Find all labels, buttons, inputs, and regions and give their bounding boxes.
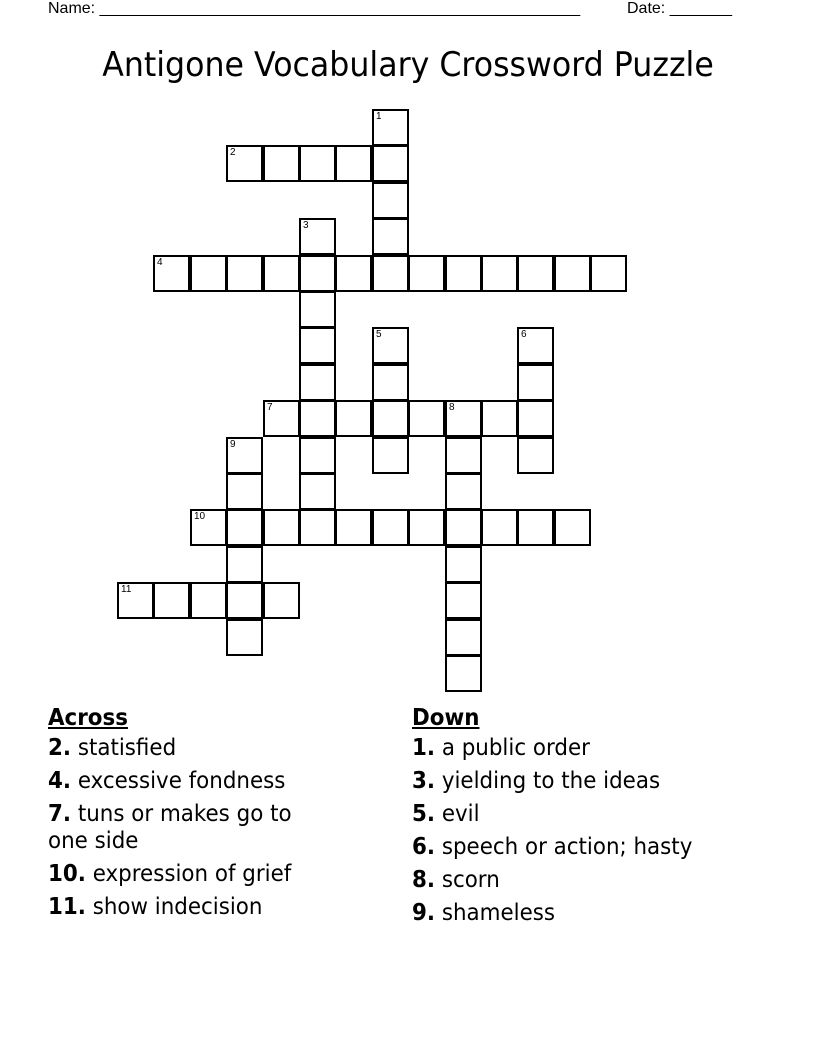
cell-number: 3 (303, 220, 309, 231)
page-title: Antigone Vocabulary Crossword Puzzle (102, 45, 714, 85)
down-clues (412, 702, 747, 933)
clue-number: 6. (412, 834, 436, 860)
clue-number: 10. (48, 861, 86, 887)
across-clue (48, 735, 336, 762)
grid-cell[interactable] (590, 255, 627, 292)
grid-cell[interactable] (372, 437, 409, 474)
grid-cell[interactable] (226, 509, 263, 546)
grid-cell[interactable] (299, 473, 336, 510)
grid-cell[interactable] (517, 400, 554, 437)
grid-cell[interactable] (263, 400, 300, 437)
grid-cell[interactable] (299, 437, 336, 474)
grid-cell[interactable] (372, 327, 409, 364)
date-field-label: Date: _______ (627, 0, 732, 17)
grid-cell[interactable] (263, 582, 300, 619)
grid-cell[interactable] (190, 509, 227, 546)
grid-cell[interactable] (299, 145, 336, 182)
grid-cell[interactable] (226, 145, 263, 182)
grid-cell[interactable] (153, 582, 190, 619)
name-field-label: Name: ______________________________________________________ (48, 0, 581, 17)
cell-number: 8 (449, 402, 455, 413)
grid-cell[interactable] (226, 619, 263, 656)
grid-cell[interactable] (117, 582, 154, 619)
grid-cell[interactable] (299, 400, 336, 437)
grid-cell[interactable] (517, 364, 554, 401)
grid-cell[interactable] (554, 509, 591, 546)
clue-number: 5. (412, 801, 436, 827)
grid-cell[interactable] (335, 400, 372, 437)
grid-cell[interactable] (445, 255, 482, 292)
across-clue (48, 894, 336, 921)
clue-text: tuns or makes go to one side (48, 801, 292, 854)
clue-text: shameless (441, 900, 556, 926)
grid-cell[interactable] (299, 509, 336, 546)
grid-cell[interactable] (554, 255, 591, 292)
down-heading: Down (412, 705, 480, 731)
grid-cell[interactable] (372, 109, 409, 146)
cell-number: 6 (521, 329, 527, 340)
across-clue (48, 768, 336, 795)
grid-cell[interactable] (299, 218, 336, 255)
grid-cell[interactable] (372, 509, 409, 546)
clue-text: speech or action; hasty (441, 834, 693, 860)
grid-cell[interactable] (299, 291, 336, 328)
cell-number: 11 (121, 584, 132, 595)
grid-cell[interactable] (226, 473, 263, 510)
grid-cell[interactable] (372, 400, 409, 437)
down-clue (412, 867, 747, 894)
grid-cell[interactable] (335, 509, 372, 546)
grid-cell[interactable] (445, 546, 482, 583)
cell-number: 10 (194, 511, 206, 522)
grid-cell[interactable] (190, 255, 227, 292)
grid-cell[interactable] (481, 255, 518, 292)
grid-cell[interactable] (445, 400, 482, 437)
grid-cell[interactable] (408, 509, 445, 546)
grid-cell[interactable] (226, 546, 263, 583)
clue-number: 11. (48, 894, 86, 920)
grid-cell[interactable] (445, 509, 482, 546)
grid-cell[interactable] (517, 437, 554, 474)
clue-text: scorn (441, 867, 500, 893)
grid-cell[interactable] (263, 255, 300, 292)
cell-number: 2 (230, 147, 236, 158)
grid-cell[interactable] (445, 582, 482, 619)
across-heading: Across (48, 705, 128, 731)
down-clue (412, 900, 747, 927)
grid-cell[interactable] (263, 509, 300, 546)
grid-cell[interactable] (408, 400, 445, 437)
cell-number: 4 (157, 257, 163, 268)
clue-number: 7. (48, 801, 72, 827)
grid-cell[interactable] (481, 400, 518, 437)
grid-cell[interactable] (445, 437, 482, 474)
grid-cell[interactable] (226, 255, 263, 292)
grid-cell[interactable] (372, 182, 409, 219)
clue-text: excessive fondness (77, 768, 286, 794)
clue-text: statisfied (77, 735, 177, 761)
grid-cell[interactable] (335, 145, 372, 182)
across-clue (48, 801, 336, 855)
clue-text: evil (441, 801, 480, 827)
grid-cell[interactable] (299, 255, 336, 292)
grid-cell[interactable] (445, 473, 482, 510)
grid-cell[interactable] (226, 437, 263, 474)
clue-text: expression of grief (92, 861, 292, 887)
clue-number: 1. (412, 735, 436, 761)
cell-number: 1 (376, 111, 382, 122)
clue-number: 3. (412, 768, 436, 794)
down-clue (412, 735, 747, 762)
grid-cell[interactable] (372, 255, 409, 292)
clue-number: 8. (412, 867, 436, 893)
down-clue (412, 768, 747, 795)
down-clue (412, 801, 747, 828)
cell-number: 5 (376, 329, 382, 340)
grid-cell[interactable] (263, 145, 300, 182)
across-clues (48, 702, 336, 927)
grid-cell[interactable] (372, 364, 409, 401)
cell-number: 9 (230, 439, 236, 450)
grid-cell[interactable] (153, 255, 190, 292)
grid-cell[interactable] (445, 619, 482, 656)
grid-cell[interactable] (517, 327, 554, 364)
clue-number: 4. (48, 768, 72, 794)
grid-cell[interactable] (445, 655, 482, 692)
clue-text: yielding to the ideas (441, 768, 661, 794)
cell-number: 7 (267, 402, 273, 413)
clue-number: 9. (412, 900, 436, 926)
clue-number: 2. (48, 735, 72, 761)
grid-cell[interactable] (408, 255, 445, 292)
grid-cell[interactable] (481, 509, 518, 546)
grid-cell[interactable] (517, 255, 554, 292)
clue-text: show indecision (92, 894, 263, 920)
grid-cell[interactable] (299, 327, 336, 364)
across-clue (48, 861, 336, 888)
grid-cell[interactable] (335, 255, 372, 292)
clue-text: a public order (441, 735, 590, 761)
grid-cell[interactable] (226, 582, 263, 619)
grid-cell[interactable] (372, 145, 409, 182)
grid-cell[interactable] (372, 218, 409, 255)
down-clue (412, 834, 747, 861)
grid-cell[interactable] (299, 364, 336, 401)
grid-cell[interactable] (190, 582, 227, 619)
grid-cell[interactable] (517, 509, 554, 546)
